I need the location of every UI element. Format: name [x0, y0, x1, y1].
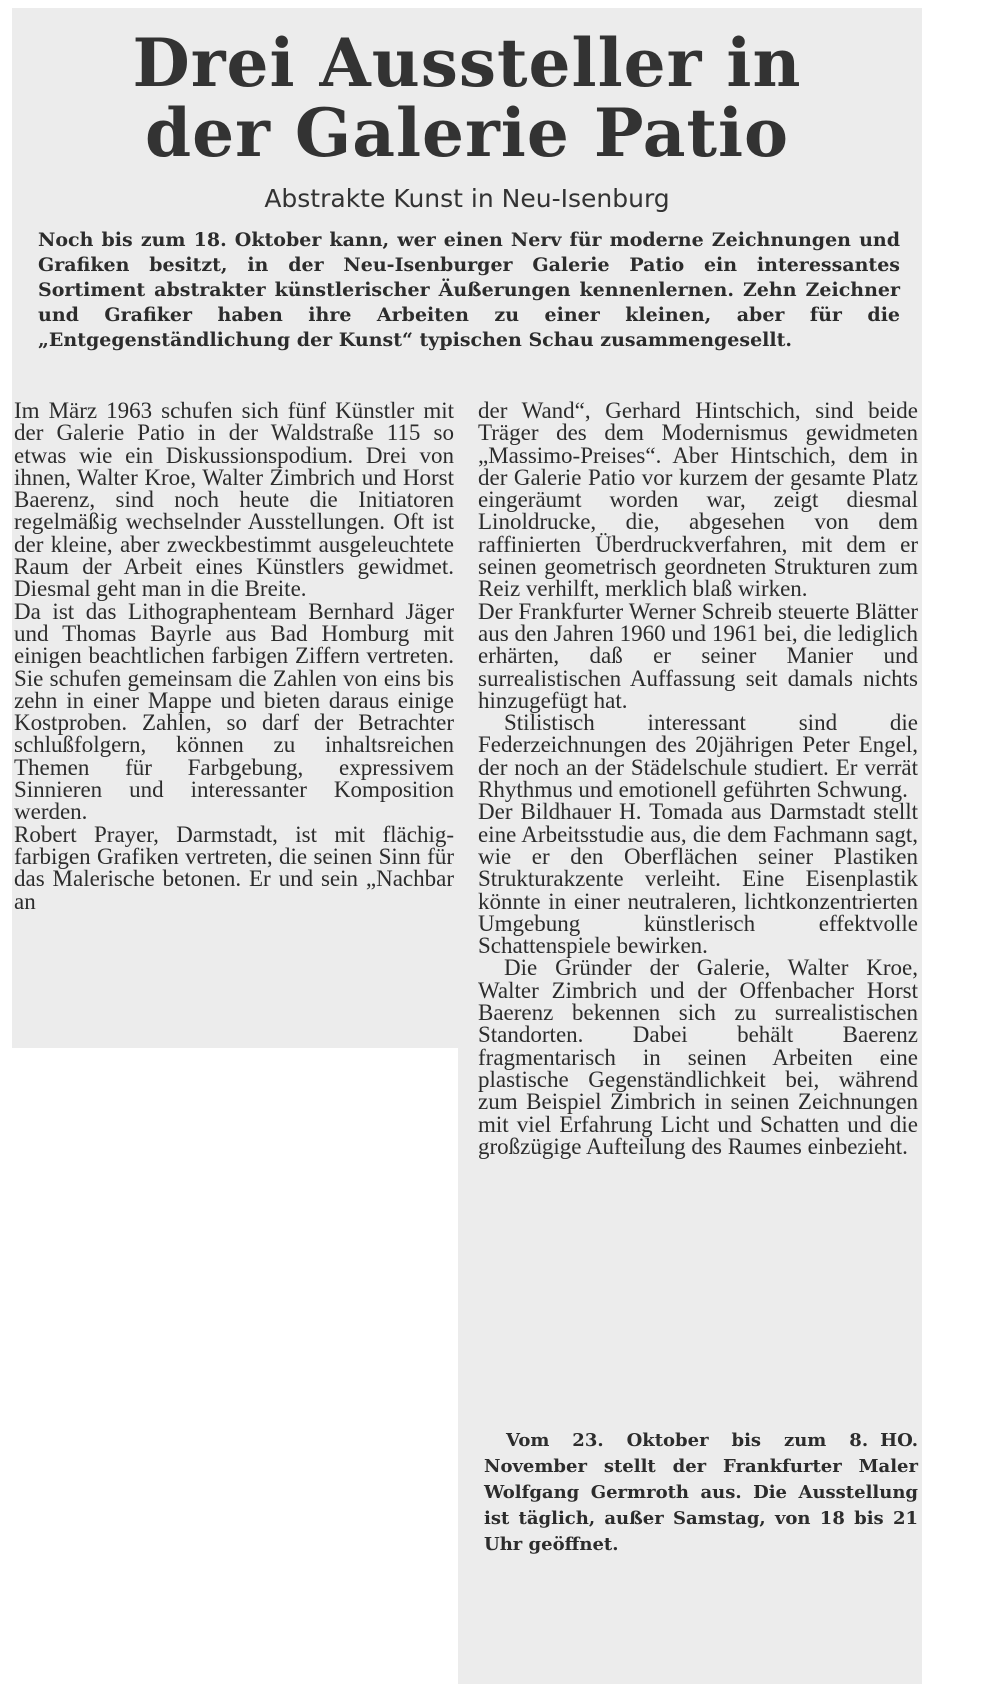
- lead-paragraph: Noch bis zum 18. Oktober kann, wer einen Nerv für moderne Zeichnungen und Grafiken besitzt, in der Neu-Isenburger Galerie Patio ein interessantes Sortiment abstrakter künstlerischer Äußerungen kennenlernen. Zehn Zeichner und Grafiker haben ihre Arbeiten zu einer kleinen, aber für die „Entgegenständlichung der Kunst“ typischen Schau zusammengesellt.: [38, 229, 900, 351]
- closing-notice-text: Vom 23. Oktober bis zum 8. November stellt der Frankfurter Maler Wolfgang Germroth aus. Die Ausstellung ist täglich, außer Samstag, von 18 bis 21 Uhr geöffnet.: [484, 1430, 918, 1555]
- paragraph: Robert Prayer, Darmstadt, ist mit flächig-farbigen Grafiken vertreten, die seinen Sinn für das Malerische betonen. Er und sein „Nachbar an: [14, 821, 454, 914]
- paragraph: Die Gründer der Galerie, Walter Kroe, Walter Zimbrich und der Offenbacher Horst Baerenz bekennen sich zu surrealistischen Standorten. Dabei behält Baerenz fragmentarisch in seinen Arbeiten eine plastische Gegenständlichkeit bei, während zum Beispiel Zimbrich in seinen Zeichnungen mit viel Erfahrung Licht und Schatten und die großzügige Aufteilung des Raumes einbezieht.: [478, 955, 918, 1159]
- article: [12, 8, 922, 1684]
- author-initials: HO.: [880, 1430, 918, 1451]
- headline-line-1: Drei Aussteller in: [132, 24, 802, 102]
- paragraph: Stilistisch interessant sind die Federzeichnungen des 20jährigen Peter Engel, der noch an der Städelschule studiert. Er verrät Rhythmus und emotionell geführten Schwung.: [478, 710, 918, 803]
- paragraph: Der Bildhauer H. Tomada aus Darmstadt stellt eine Arbeitsstudie aus, die dem Fachmann sagt, wie er den Oberflächen seiner Plastiken Strukturakzente verleiht. Eine Eisenplastik könnte in einer neutraleren, lichtkonzentrierten Umgebung künstlerisch effektvolle Schattenspiele bewirken.: [478, 799, 918, 959]
- paragraph: Da ist das Lithographenteam Bernhard Jäger und Thomas Bayrle aus Bad Homburg mit einigen beachtlichen farbigen Ziffern vertreten. Sie schufen gemeinsam die Zahlen von eins bis zehn in einer Mappe und bieten daraus einige Kostproben. Zahlen, so darf der Betrachter schlußfolgern, können zu inhaltsreichen Themen für Farbgebung, expressivem Sinnieren und interessanter Komposition werden.: [14, 598, 454, 825]
- left-column: [14, 400, 454, 913]
- paragraph: Der Frankfurter Werner Schreib steuerte Blätter aus den Jahren 1960 und 1961 bei, die lediglich erhärten, daß er seiner Manier und surrealistischen Auffassung seit damals nichts hinzugefügt hat.: [478, 598, 918, 713]
- right-column: [478, 400, 918, 1158]
- subheadline: Abstrakte Kunst in Neu-Isenburg: [264, 184, 670, 213]
- paragraph: Im März 1963 schufen sich fünf Künstler mit der Galerie Patio in der Waldstraße 115 so etwas wie ein Diskussionspodium. Drei von ihnen, Walter Kroe, Walter Zimbrich und Horst Baerenz, sind noch heute die Initiatoren regelmäßig wechselnder Ausstellungen. Oft ist der kleine, aber zweckbestimmt ausgeleuchtete Raum der Arbeit eines Künstlers gewidmet. Diesmal geht man in die Breite.: [14, 398, 454, 602]
- paragraph: der Wand“, Gerhard Hintschich, sind beide Träger des dem Modernismus gewidmeten „Massimo-Preises“. Aber Hintschich, dem in der Galerie Patio vor kurzem der gesamte Platz eingeräumt worden war, zeigt diesmal Linoldrucke, die, abgesehen von dem raffinierten Überdruckverfahren, mit dem er seinen geometrisch geordneten Strukturen zum Reiz verhilft, merklich blaß wirken.: [478, 398, 918, 602]
- headline: [12, 24, 922, 172]
- headline-line-2: der Galerie Patio: [144, 94, 790, 172]
- closing-notice: [484, 1428, 918, 1558]
